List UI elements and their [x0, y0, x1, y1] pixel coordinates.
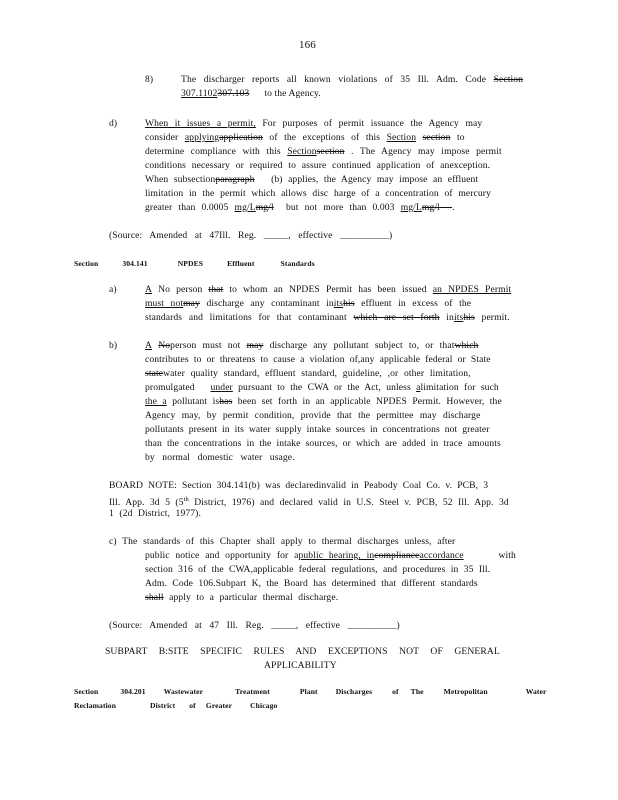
list-number: d) — [109, 118, 118, 129]
section-heading: Section 304.201 Wastewater Treatment Plant Discharges of The Metropolitan Water — [74, 687, 547, 696]
paragraph-line: determine compliance with this Sectionsection . The Agency may impose permit — [145, 146, 502, 157]
paragraph-line: When it issues a permit, For purposes of permit issuance the Agency may — [145, 118, 483, 129]
paragraph-line: contributes to or threatens to cause a violation of,any applicable federal or State — [145, 354, 491, 365]
section-heading: Section 304.141 NPDES Effluent Standards — [74, 259, 315, 268]
source-note: (Source: Amended at 47 Ill. Reg. _____, effective __________) — [109, 620, 400, 631]
paragraph-line: standards and limitations for that contaminant which are set forth initshis permit. — [145, 312, 510, 323]
paragraph-line: consider applyingapplication of the exceptions of this Section section to — [145, 132, 465, 143]
board-note-line: BOARD NOTE: Section 304.141(b) was declaredinvalid in Peabody Coal Co. v. PCB, 3 — [109, 480, 489, 491]
paragraph-line: A No person that to whom an NPDES Permit has been issued an NPDES Permit — [145, 284, 512, 295]
board-note-line: Ill. App. 3d 5 (5th District, 1976) and declared valid in U.S. Steel v. PCB, 52 Ill. App. 3d — [109, 496, 509, 509]
paragraph-line: public notice and opportunity for apublic hearing, incomplianceaccordance with — [145, 550, 516, 561]
paragraph-line: Adm. Code 106.Subpart K, the Board has determined that different standards — [145, 578, 478, 589]
paragraph-line: section 316 of the CWA,applicable federal regulations, and procedures in 35 Ill. — [145, 564, 491, 575]
subpart-heading: APPLICABILITY — [264, 660, 337, 671]
section-heading: Reclamation District of Greater Chicago — [74, 701, 278, 710]
subpart-heading: SUBPART B:SITE SPECIFIC RULES AND EXCEPTIONS NOT OF GENERAL — [105, 646, 500, 657]
paragraph-line: limitation in the permit which allows disc harge of a concentration of mercury — [145, 188, 492, 199]
paragraph-line: Agency may, by permit condition, provide that the permittee may discharge — [145, 410, 481, 421]
paragraph-line: than the concentrations in the intake sources, or which are added in trace amounts — [145, 438, 501, 449]
paragraph-line: When subsectionparagraph (b) applies, the Agency may impose an effluent — [145, 174, 479, 185]
paragraph-line: The discharger reports all known violations of 35 Ill. Adm. Code Section — [181, 74, 524, 85]
list-number: b) — [109, 340, 118, 351]
paragraph-line: pollutants present in its water supply intake sources in concentrations not greater — [145, 424, 490, 435]
source-note: (Source: Amended at 47Ill. Reg. _____, effective __________) — [109, 230, 393, 241]
paragraph-line: greater than 0.0005 mg/Lmg/l but not more than 0.003 mg/Lmg/l . — [145, 202, 455, 213]
paragraph-line: statewater quality standard, effluent standard, guideline, ,or other limitation, — [145, 368, 471, 379]
paragraph-line: shall apply to a particular thermal discharge. — [145, 592, 339, 603]
page-number: 166 — [299, 39, 316, 51]
paragraph-line: conditions necessary or required to assure continued application of anexception. — [145, 160, 491, 171]
list-number: a) — [109, 284, 117, 295]
paragraph-line: must notmay discharge any contaminant initshis effluent in excess of the — [145, 298, 472, 309]
paragraph-line: c) The standards of this Chapter shall apply to thermal discharges unless, after — [109, 536, 456, 547]
paragraph-line: by normal domestic water usage. — [145, 452, 295, 463]
board-note-line: 1 (2d District, 1977). — [109, 508, 201, 519]
paragraph-line: the a pollutant ishas been set forth in an applicable NPDES Permit. However, the — [145, 396, 502, 407]
paragraph-line: 307.1102307.103 to the Agency. — [181, 88, 321, 99]
list-number: 8) — [145, 74, 154, 85]
paragraph-line: promulgated under pursuant to the CWA or the Act, unless alimitation for such — [145, 382, 499, 393]
paragraph-line: A Noperson must not may discharge any pollutant subject to, or thatwhich — [145, 340, 479, 351]
